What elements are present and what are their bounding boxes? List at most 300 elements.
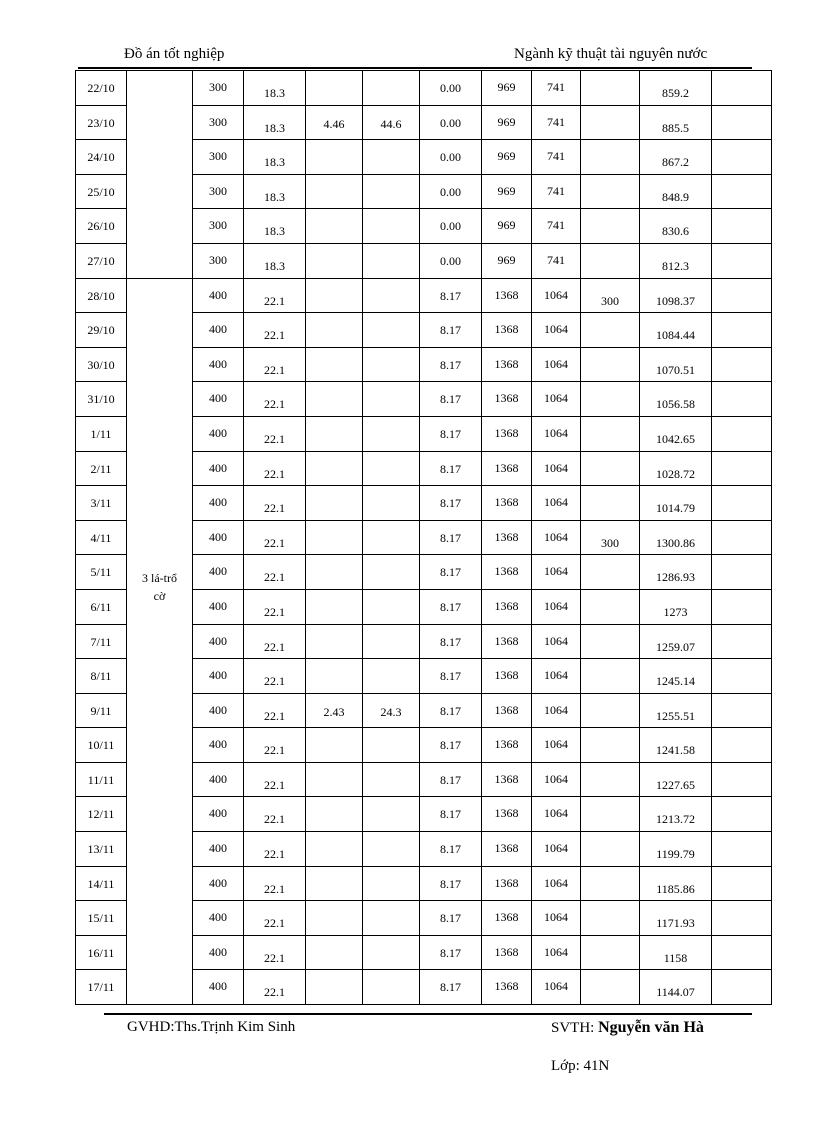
col9-cell-text: 1064 bbox=[544, 806, 568, 821]
col10-cell-text bbox=[581, 936, 639, 951]
col11-cell bbox=[640, 520, 712, 555]
date-cell bbox=[76, 762, 127, 797]
col6-cell-text bbox=[363, 970, 419, 981]
col11-cell bbox=[640, 71, 712, 106]
col11-cell-text: 1185.86 bbox=[656, 881, 695, 896]
col3-cell bbox=[193, 140, 244, 175]
col5-cell-text bbox=[306, 279, 362, 290]
col11-cell bbox=[640, 486, 712, 521]
col4-cell bbox=[244, 520, 306, 555]
col10-cell-text bbox=[581, 382, 639, 397]
col3-cell bbox=[193, 105, 244, 140]
col12-cell-text bbox=[712, 867, 771, 877]
col8-cell-text: 1368 bbox=[494, 668, 519, 683]
col9-cell-text: 1064 bbox=[544, 598, 568, 613]
col8-cell-text: 1368 bbox=[494, 633, 519, 648]
col9-cell bbox=[532, 105, 581, 140]
col10-cell-text bbox=[581, 71, 639, 86]
col5-cell-text bbox=[306, 763, 362, 774]
col8-cell bbox=[482, 797, 532, 832]
col4-cell bbox=[244, 970, 306, 1005]
col7-cell bbox=[420, 313, 482, 348]
col11-cell-text: 1070.51 bbox=[656, 362, 695, 377]
col12-cell-text bbox=[712, 763, 771, 773]
date-cell-text: 14/11 bbox=[87, 876, 115, 891]
col3-cell-text: 300 bbox=[209, 149, 227, 164]
col7-cell-text: 8.17 bbox=[440, 357, 461, 372]
col7-cell bbox=[420, 589, 482, 624]
col9-cell-text: 1064 bbox=[544, 460, 568, 475]
col9-cell bbox=[532, 416, 581, 451]
date-cell bbox=[76, 451, 127, 486]
date-cell-text: 24/10 bbox=[87, 150, 115, 165]
col12-cell bbox=[712, 243, 772, 278]
date-cell-text: 26/10 bbox=[87, 219, 115, 234]
col8-cell-text: 1368 bbox=[494, 771, 519, 786]
col8-cell-text: 1368 bbox=[494, 287, 519, 302]
col7-cell-text: 8.17 bbox=[440, 842, 461, 857]
col7-cell bbox=[420, 866, 482, 901]
col8-cell bbox=[482, 624, 532, 659]
col7-cell bbox=[420, 762, 482, 797]
col5-cell-text bbox=[306, 71, 362, 82]
col6-cell-text bbox=[363, 313, 419, 324]
col9-cell bbox=[532, 762, 581, 797]
col8-cell bbox=[482, 555, 532, 590]
col10-cell bbox=[581, 970, 640, 1005]
col6-cell-text bbox=[363, 867, 419, 878]
col11-cell bbox=[640, 935, 712, 970]
col12-cell-text bbox=[712, 244, 771, 254]
col4-cell bbox=[244, 728, 306, 763]
col5-cell bbox=[306, 209, 363, 244]
col9-cell bbox=[532, 486, 581, 521]
date-cell-text: 22/10 bbox=[87, 81, 115, 95]
date-cell bbox=[76, 105, 127, 140]
stage-cell-group1 bbox=[127, 71, 193, 279]
col9-cell bbox=[532, 901, 581, 936]
col12-cell-text bbox=[712, 209, 771, 219]
col11-cell-text: 1286.93 bbox=[656, 570, 695, 585]
col6-cell bbox=[363, 555, 420, 590]
col12-cell-text bbox=[712, 728, 771, 738]
col9-cell-text: 741 bbox=[547, 183, 565, 198]
col9-cell bbox=[532, 728, 581, 763]
col6-cell-text bbox=[363, 832, 419, 843]
col11-cell-text: 1259.07 bbox=[656, 639, 695, 654]
col8-cell bbox=[482, 416, 532, 451]
col11-cell bbox=[640, 243, 712, 278]
col12-cell bbox=[712, 71, 772, 106]
col9-cell-text: 741 bbox=[547, 114, 565, 129]
date-cell-text: 25/10 bbox=[87, 184, 115, 199]
col9-cell-text: 1064 bbox=[544, 910, 568, 925]
col6-cell bbox=[363, 486, 420, 521]
col11-cell-text: 1300.86 bbox=[656, 535, 695, 550]
col10-cell bbox=[581, 174, 640, 209]
col7-cell-text: 8.17 bbox=[440, 288, 461, 303]
date-cell bbox=[76, 278, 127, 313]
col4-cell-text: 22.1 bbox=[264, 708, 285, 723]
col10-cell-text bbox=[581, 486, 639, 501]
col9-cell-text: 741 bbox=[547, 252, 565, 267]
col7-cell bbox=[420, 105, 482, 140]
col12-cell bbox=[712, 209, 772, 244]
col12-cell bbox=[712, 451, 772, 486]
col11-cell-text: 1273 bbox=[663, 604, 688, 619]
col4-cell-text: 22.1 bbox=[264, 431, 285, 446]
col10-cell bbox=[581, 797, 640, 832]
col7-cell bbox=[420, 935, 482, 970]
col8-cell bbox=[482, 659, 532, 694]
col12-cell bbox=[712, 970, 772, 1005]
col8-cell bbox=[482, 243, 532, 278]
col3-cell-text: 300 bbox=[209, 218, 227, 233]
col11-cell bbox=[640, 209, 712, 244]
col6-cell bbox=[363, 693, 420, 728]
col3-cell bbox=[193, 243, 244, 278]
col6-cell bbox=[363, 71, 420, 106]
col10-cell bbox=[581, 347, 640, 382]
col4-cell-text: 22.1 bbox=[264, 535, 285, 550]
col9-cell-text: 1064 bbox=[544, 771, 568, 786]
col4-cell bbox=[244, 174, 306, 209]
date-cell-text: 12/11 bbox=[87, 807, 115, 822]
col9-cell bbox=[532, 313, 581, 348]
col6-cell-text bbox=[363, 797, 419, 808]
col11-cell-text: 867.2 bbox=[662, 155, 689, 170]
col11-cell bbox=[640, 901, 712, 936]
col12-cell bbox=[712, 520, 772, 555]
col6-cell bbox=[363, 520, 420, 555]
col5-cell bbox=[306, 520, 363, 555]
col6-cell bbox=[363, 174, 420, 209]
col8-cell-text: 1368 bbox=[494, 806, 519, 821]
col10-cell-text bbox=[581, 313, 639, 328]
col5-cell bbox=[306, 416, 363, 451]
col6-cell bbox=[363, 659, 420, 694]
col5-cell-text bbox=[306, 486, 362, 497]
col4-cell-text: 22.1 bbox=[264, 777, 285, 792]
col10-cell bbox=[581, 832, 640, 867]
date-cell-text: 30/10 bbox=[87, 357, 115, 372]
date-cell bbox=[76, 209, 127, 244]
date-cell bbox=[76, 71, 127, 106]
col4-cell-text: 22.1 bbox=[264, 639, 285, 654]
col4-cell bbox=[244, 486, 306, 521]
col11-cell-text: 1014.79 bbox=[656, 501, 695, 516]
date-cell-text: 8/11 bbox=[90, 669, 112, 684]
col10-cell bbox=[581, 589, 640, 624]
col11-cell-text: 1245.14 bbox=[656, 674, 695, 689]
col12-cell bbox=[712, 486, 772, 521]
col12-cell bbox=[712, 659, 772, 694]
col8-cell-text: 969 bbox=[497, 149, 516, 164]
col9-cell-text: 1064 bbox=[544, 391, 568, 406]
date-cell bbox=[76, 140, 127, 175]
col6-cell-text bbox=[363, 175, 419, 186]
col9-cell-text: 741 bbox=[547, 218, 565, 233]
col4-cell bbox=[244, 832, 306, 867]
col5-cell-text bbox=[306, 382, 362, 393]
col7-cell bbox=[420, 901, 482, 936]
col4-cell bbox=[244, 451, 306, 486]
col4-cell-text: 22.1 bbox=[264, 397, 285, 412]
col10-cell bbox=[581, 71, 640, 106]
col6-cell-text bbox=[363, 140, 419, 151]
col12-cell-text bbox=[712, 659, 771, 669]
col7-cell-text: 0.00 bbox=[440, 150, 461, 165]
col6-cell bbox=[363, 105, 420, 140]
col3-cell-text: 400 bbox=[209, 356, 227, 371]
col5-cell bbox=[306, 832, 363, 867]
col12-cell bbox=[712, 278, 772, 313]
date-cell-text: 31/10 bbox=[87, 392, 115, 407]
header-right-title: Ngành kỹ thuật tài nguyên nước bbox=[514, 46, 708, 62]
col11-cell bbox=[640, 970, 712, 1005]
table-row bbox=[76, 278, 772, 313]
col10-cell-text bbox=[581, 867, 639, 882]
col6-cell-text bbox=[363, 279, 419, 290]
col10-cell-text bbox=[581, 175, 639, 190]
col4-cell bbox=[244, 416, 306, 451]
col5-cell bbox=[306, 901, 363, 936]
col12-cell bbox=[712, 382, 772, 417]
col6-cell-text bbox=[363, 590, 419, 601]
col7-cell bbox=[420, 486, 482, 521]
date-cell bbox=[76, 728, 127, 763]
col7-cell bbox=[420, 174, 482, 209]
date-cell-text: 10/11 bbox=[87, 738, 115, 753]
col3-cell bbox=[193, 71, 244, 106]
col12-cell-text bbox=[712, 590, 771, 600]
date-cell bbox=[76, 659, 127, 694]
col12-cell bbox=[712, 728, 772, 763]
col10-cell-text bbox=[581, 140, 639, 155]
col8-cell bbox=[482, 693, 532, 728]
col4-cell-text: 18.3 bbox=[264, 120, 285, 135]
col8-cell-text: 969 bbox=[497, 114, 516, 129]
col3-cell-text: 300 bbox=[209, 114, 227, 129]
col11-cell bbox=[640, 624, 712, 659]
col3-cell-text: 400 bbox=[209, 771, 227, 786]
col4-cell-text: 18.3 bbox=[264, 155, 285, 170]
col11-cell-text: 812.3 bbox=[662, 258, 689, 273]
col12-cell bbox=[712, 313, 772, 348]
col6-cell bbox=[363, 832, 420, 867]
col12-cell-text bbox=[712, 279, 771, 289]
col10-cell-text bbox=[581, 452, 639, 467]
col9-cell bbox=[532, 140, 581, 175]
col5-cell-text bbox=[306, 348, 362, 359]
col6-cell bbox=[363, 416, 420, 451]
col9-cell bbox=[532, 382, 581, 417]
col5-cell bbox=[306, 313, 363, 348]
col6-cell bbox=[363, 278, 420, 313]
col6-cell-text: 44.6 bbox=[380, 116, 402, 131]
col11-cell bbox=[640, 105, 712, 140]
col6-cell bbox=[363, 901, 420, 936]
col3-cell-text: 400 bbox=[209, 702, 227, 717]
col8-cell bbox=[482, 174, 532, 209]
col10-cell bbox=[581, 624, 640, 659]
col10-cell bbox=[581, 659, 640, 694]
col5-cell-text bbox=[306, 209, 362, 220]
col5-cell bbox=[306, 762, 363, 797]
col9-cell bbox=[532, 659, 581, 694]
col10-cell-text bbox=[581, 625, 639, 640]
col11-cell-text: 1158 bbox=[663, 950, 688, 965]
col12-cell bbox=[712, 589, 772, 624]
col10-cell bbox=[581, 416, 640, 451]
col7-cell bbox=[420, 243, 482, 278]
col12-cell-text bbox=[712, 382, 771, 392]
col9-cell-text: 1064 bbox=[544, 944, 568, 959]
col4-cell-text: 18.3 bbox=[264, 189, 285, 204]
col8-cell bbox=[482, 728, 532, 763]
col7-cell bbox=[420, 416, 482, 451]
col8-cell bbox=[482, 486, 532, 521]
col3-cell-text: 300 bbox=[209, 183, 227, 198]
col3-cell-text: 400 bbox=[209, 737, 227, 752]
date-cell-text: 29/10 bbox=[87, 323, 115, 338]
col3-cell-text: 400 bbox=[209, 529, 227, 544]
col4-cell-text: 18.3 bbox=[264, 86, 285, 100]
col9-cell bbox=[532, 797, 581, 832]
col8-cell-text: 1368 bbox=[494, 495, 519, 510]
col4-cell bbox=[244, 589, 306, 624]
col8-cell bbox=[482, 105, 532, 140]
col7-cell bbox=[420, 797, 482, 832]
col10-cell bbox=[581, 140, 640, 175]
date-cell-text: 2/11 bbox=[90, 461, 112, 476]
col10-cell-text bbox=[581, 209, 639, 224]
col4-cell bbox=[244, 901, 306, 936]
col10-cell-text bbox=[581, 901, 639, 916]
date-cell bbox=[76, 555, 127, 590]
col7-cell-text: 0.00 bbox=[440, 253, 461, 268]
col5-cell bbox=[306, 866, 363, 901]
col10-cell bbox=[581, 693, 640, 728]
col4-cell bbox=[244, 347, 306, 382]
date-cell-text: 13/11 bbox=[87, 842, 115, 857]
col4-cell-text: 18.3 bbox=[264, 224, 285, 239]
col6-cell bbox=[363, 797, 420, 832]
col3-cell bbox=[193, 797, 244, 832]
date-cell-text: 6/11 bbox=[90, 599, 112, 614]
col6-cell bbox=[363, 347, 420, 382]
date-cell bbox=[76, 797, 127, 832]
col5-cell-text bbox=[306, 797, 362, 808]
col10-cell-text bbox=[581, 417, 639, 432]
col4-cell bbox=[244, 866, 306, 901]
stage-cell-group2 bbox=[127, 278, 193, 1004]
col10-cell-text bbox=[581, 590, 639, 605]
col4-cell-text: 22.1 bbox=[264, 501, 285, 516]
col8-cell-text: 1368 bbox=[494, 737, 519, 752]
col6-cell bbox=[363, 624, 420, 659]
col6-cell-text bbox=[363, 625, 419, 636]
col10-cell bbox=[581, 278, 640, 313]
col6-cell-text bbox=[363, 659, 419, 670]
col8-cell-text: 1368 bbox=[494, 875, 519, 890]
col8-cell bbox=[482, 832, 532, 867]
col5-cell bbox=[306, 278, 363, 313]
col9-cell-text: 1064 bbox=[544, 287, 568, 302]
col10-cell-text bbox=[581, 797, 639, 812]
col7-cell-text: 0.00 bbox=[440, 184, 461, 199]
col9-cell bbox=[532, 624, 581, 659]
col7-cell-text: 8.17 bbox=[440, 703, 461, 718]
col11-cell-text: 1028.72 bbox=[656, 466, 695, 481]
col10-cell bbox=[581, 555, 640, 590]
col10-cell bbox=[581, 762, 640, 797]
col6-cell bbox=[363, 866, 420, 901]
col9-cell-text: 1064 bbox=[544, 737, 568, 752]
col9-cell-text: 1064 bbox=[544, 633, 568, 648]
col11-cell bbox=[640, 278, 712, 313]
col5-cell-text bbox=[306, 832, 362, 843]
col12-cell-text bbox=[712, 832, 771, 842]
col7-cell-text: 0.00 bbox=[440, 81, 461, 95]
date-cell bbox=[76, 832, 127, 867]
col5-cell bbox=[306, 140, 363, 175]
col4-cell bbox=[244, 935, 306, 970]
col6-cell bbox=[363, 451, 420, 486]
col9-cell bbox=[532, 832, 581, 867]
col5-cell-text: 2.43 bbox=[323, 704, 345, 719]
col4-cell bbox=[244, 278, 306, 313]
date-cell-text: 28/10 bbox=[87, 288, 115, 303]
col9-cell bbox=[532, 555, 581, 590]
col3-cell-text: 400 bbox=[209, 287, 227, 302]
footer-student-name: Nguyễn văn Hà bbox=[598, 1019, 704, 1036]
col5-cell-text bbox=[306, 417, 362, 428]
col4-cell-text: 22.1 bbox=[264, 604, 285, 619]
col3-cell bbox=[193, 174, 244, 209]
col12-cell bbox=[712, 797, 772, 832]
col11-cell-text: 885.5 bbox=[662, 120, 689, 135]
col5-cell bbox=[306, 382, 363, 417]
col8-cell bbox=[482, 762, 532, 797]
col7-cell-text: 8.17 bbox=[440, 392, 461, 407]
col10-cell bbox=[581, 105, 640, 140]
col3-cell bbox=[193, 901, 244, 936]
date-cell-text: 1/11 bbox=[90, 426, 112, 441]
col8-cell-text: 1368 bbox=[494, 460, 519, 475]
col10-cell bbox=[581, 209, 640, 244]
col7-cell-text: 0.00 bbox=[440, 219, 461, 234]
col11-cell bbox=[640, 382, 712, 417]
col6-cell bbox=[363, 589, 420, 624]
col6-cell bbox=[363, 762, 420, 797]
col9-cell-text: 1064 bbox=[544, 841, 568, 856]
col6-cell bbox=[363, 209, 420, 244]
col5-cell-text bbox=[306, 590, 362, 601]
col10-cell bbox=[581, 451, 640, 486]
col8-cell bbox=[482, 140, 532, 175]
col10-cell-text: 300 bbox=[601, 293, 619, 308]
col4-cell-text: 22.1 bbox=[264, 743, 285, 758]
date-cell bbox=[76, 624, 127, 659]
col4-cell bbox=[244, 71, 306, 106]
col3-cell-text: 400 bbox=[209, 322, 227, 337]
col3-cell-text: 400 bbox=[209, 598, 227, 613]
date-cell-text: 15/11 bbox=[87, 911, 115, 926]
col11-cell bbox=[640, 313, 712, 348]
col8-cell-text: 1368 bbox=[494, 564, 519, 579]
col8-cell bbox=[482, 901, 532, 936]
